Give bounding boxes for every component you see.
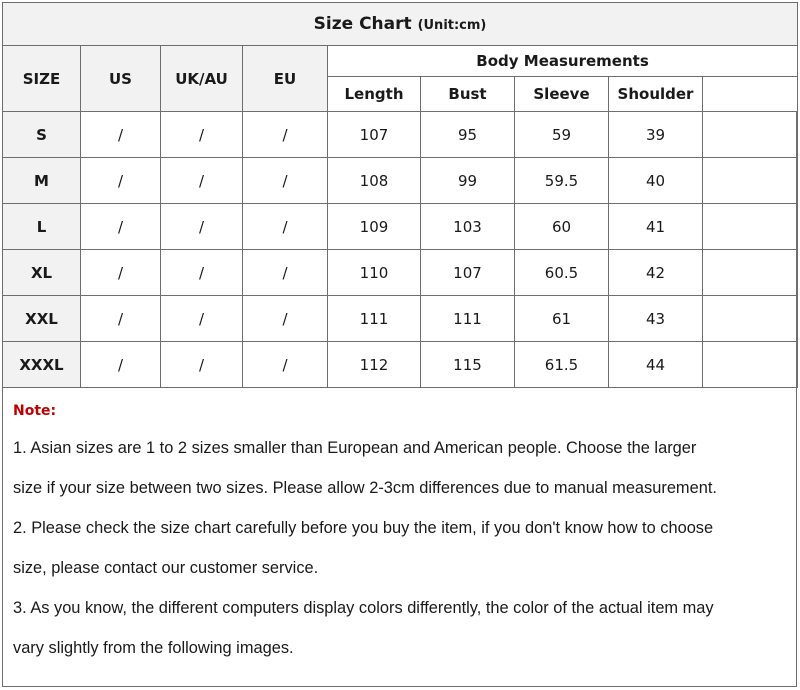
- table-row: [3, 296, 798, 342]
- shoulder-cell: 44: [609, 342, 703, 388]
- shoulder-cell: 42: [609, 250, 703, 296]
- header-shoulder: Shoulder: [609, 77, 703, 112]
- sleeve-cell: 59: [515, 112, 609, 158]
- length-cell: 110: [328, 250, 421, 296]
- bust-cell: 107: [421, 250, 515, 296]
- size-chart-table: [2, 2, 798, 388]
- bust-cell: 115: [421, 342, 515, 388]
- size-cell: M: [3, 158, 81, 204]
- table-row: [3, 112, 798, 158]
- sleeve-cell: 60.5: [515, 250, 609, 296]
- header-bust: Bust: [421, 77, 515, 112]
- note-line: 1. Asian sizes are 1 to 2 sizes smaller than European and American people. Choose the larger: [13, 439, 697, 457]
- bust-cell: 99: [421, 158, 515, 204]
- header-length: Length: [328, 77, 421, 112]
- ukau-cell: /: [161, 158, 243, 204]
- eu-cell: /: [243, 296, 328, 342]
- bust-cell: 111: [421, 296, 515, 342]
- header-body-measurements: Body Measurements: [328, 46, 798, 77]
- shoulder-cell: 41: [609, 204, 703, 250]
- empty-cell: [703, 296, 798, 342]
- bust-cell: 95: [421, 112, 515, 158]
- empty-cell: [703, 204, 798, 250]
- length-cell: 107: [328, 112, 421, 158]
- length-cell: 109: [328, 204, 421, 250]
- table-row: [3, 250, 798, 296]
- sleeve-cell: 59.5: [515, 158, 609, 204]
- header-us: US: [81, 46, 161, 112]
- shoulder-cell: 43: [609, 296, 703, 342]
- empty-cell: [703, 250, 798, 296]
- eu-cell: /: [243, 250, 328, 296]
- ukau-cell: /: [161, 296, 243, 342]
- chart-title: [3, 3, 798, 46]
- size-cell: XXL: [3, 296, 81, 342]
- length-cell: 111: [328, 296, 421, 342]
- length-cell: 108: [328, 158, 421, 204]
- header-size: SIZE: [3, 46, 81, 112]
- header-empty: [703, 77, 798, 112]
- us-cell: /: [81, 296, 161, 342]
- ukau-cell: /: [161, 250, 243, 296]
- ukau-cell: /: [161, 342, 243, 388]
- table-row: [3, 158, 798, 204]
- note-line: size, please contact our customer service.: [13, 559, 319, 577]
- ukau-cell: /: [161, 112, 243, 158]
- note-label: Note:: [13, 403, 57, 419]
- bust-cell: 103: [421, 204, 515, 250]
- empty-cell: [703, 342, 798, 388]
- eu-cell: /: [243, 204, 328, 250]
- sleeve-cell: 60: [515, 204, 609, 250]
- sleeve-cell: 61: [515, 296, 609, 342]
- us-cell: /: [81, 342, 161, 388]
- us-cell: /: [81, 112, 161, 158]
- chart-title-text: Size Chart: [313, 14, 412, 34]
- empty-cell: [703, 158, 798, 204]
- size-cell: XXXL: [3, 342, 81, 388]
- header-eu: EU: [243, 46, 328, 112]
- header-ukau: UK/AU: [161, 46, 243, 112]
- us-cell: /: [81, 158, 161, 204]
- eu-cell: /: [243, 112, 328, 158]
- note-line: size if your size between two sizes. Please allow 2-3cm differences due to manual measurement.: [13, 479, 717, 497]
- length-cell: 112: [328, 342, 421, 388]
- size-cell: L: [3, 204, 81, 250]
- ukau-cell: /: [161, 204, 243, 250]
- note-line: 2. Please check the size chart carefully before you buy the item, if you don't know how to choose: [13, 519, 714, 537]
- shoulder-cell: 40: [609, 158, 703, 204]
- eu-cell: /: [243, 158, 328, 204]
- size-cell: S: [3, 112, 81, 158]
- notes-section: [2, 392, 797, 687]
- eu-cell: /: [243, 342, 328, 388]
- empty-cell: [703, 112, 798, 158]
- note-line: vary slightly from the following images.: [13, 639, 294, 657]
- note-line: 3. As you know, the different computers display colors differently, the color of the actual item may: [13, 599, 714, 617]
- table-row: [3, 204, 798, 250]
- us-cell: /: [81, 250, 161, 296]
- us-cell: /: [81, 204, 161, 250]
- size-cell: XL: [3, 250, 81, 296]
- shoulder-cell: 39: [609, 112, 703, 158]
- chart-unit: (Unit:cm): [417, 18, 487, 33]
- table-row: [3, 342, 798, 388]
- sleeve-cell: 61.5: [515, 342, 609, 388]
- header-sleeve: Sleeve: [515, 77, 609, 112]
